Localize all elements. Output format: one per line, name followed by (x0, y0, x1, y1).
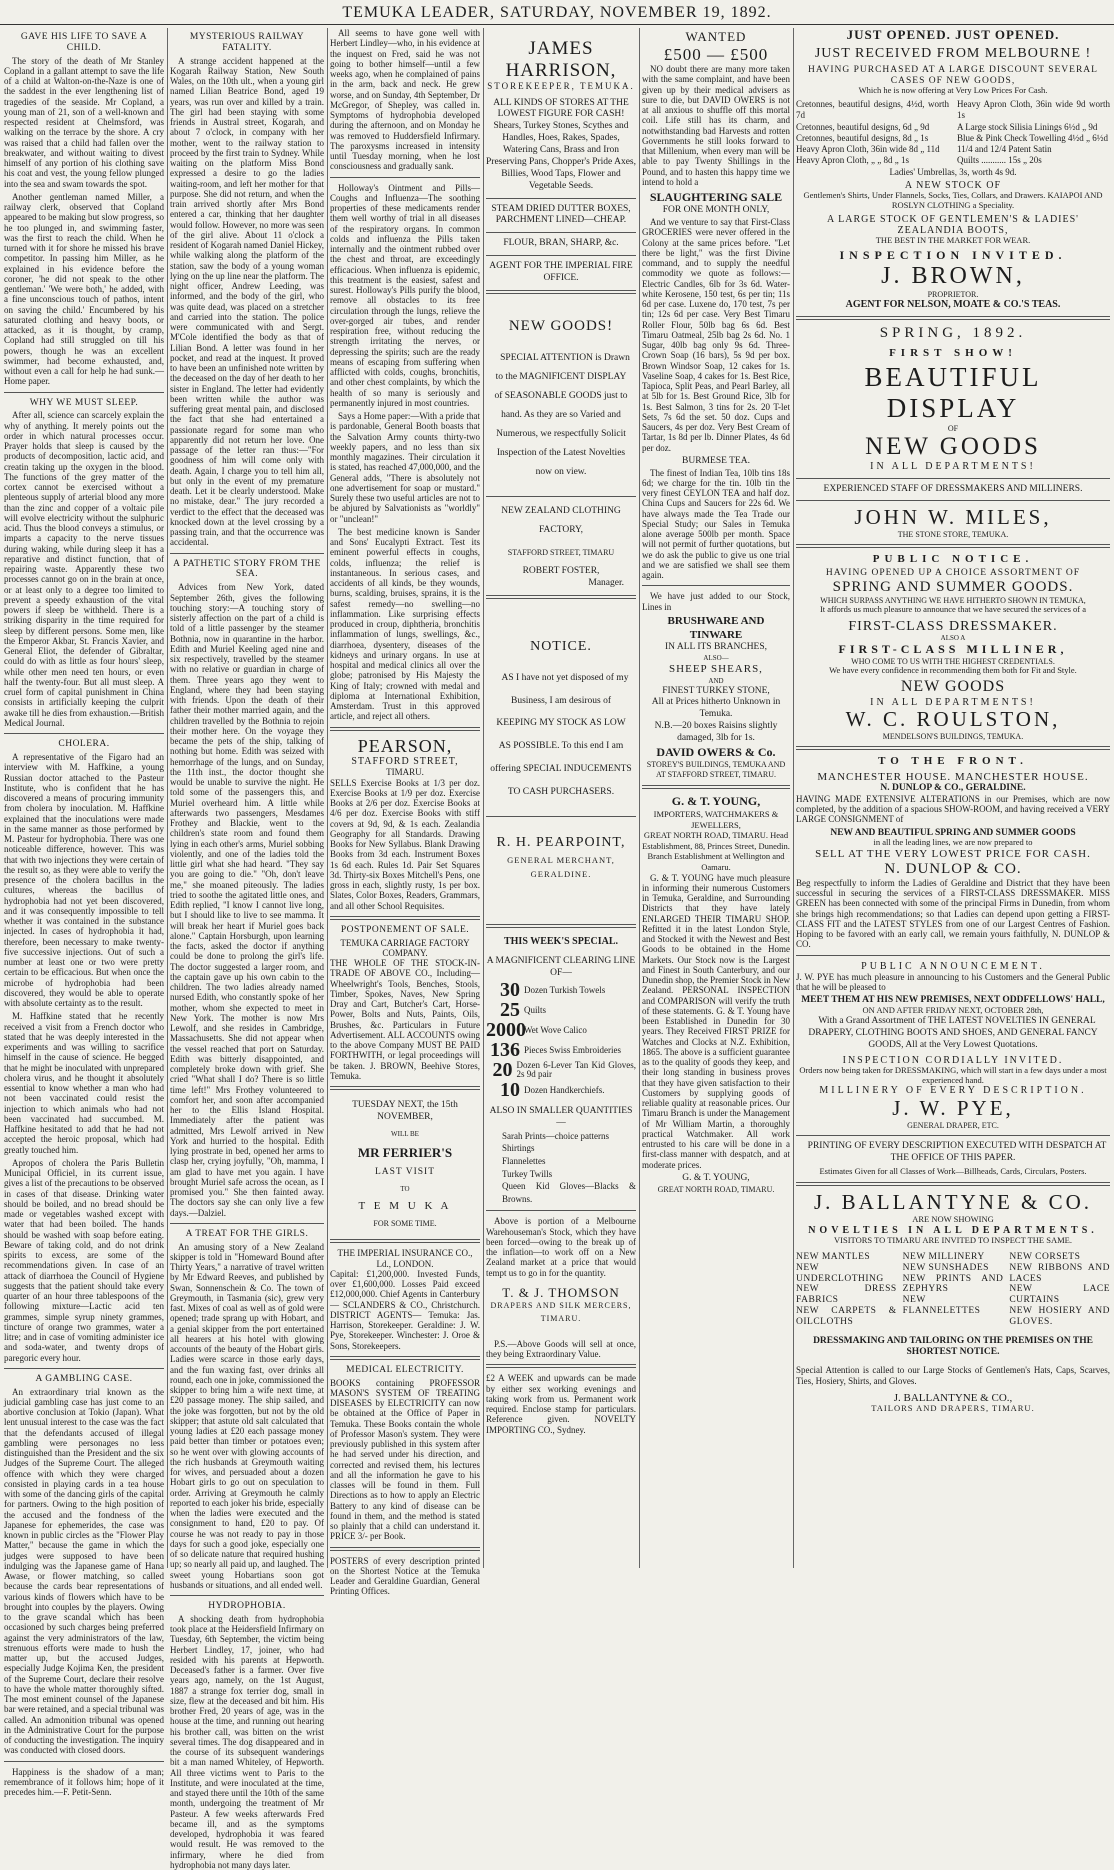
advertiser-title: PROPRIETOR. (927, 290, 979, 300)
advertisement-text: P.S.—Above Goods will sell at once, they being Extraordinary Value. (486, 1338, 636, 1360)
special-quantity: 2000 (486, 1019, 526, 1042)
advertiser-title: GENERAL DRAPER, ETC. (907, 1120, 999, 1130)
advertisement-text: PRINTING OF EVERY DESCRIPTION EXECUTED WITH DESPATCH AT THE OFFICE OF THIS PAPER. (807, 1140, 1107, 1163)
ad-line: EXPERIENCED STAFF OF DRESSMAKERS AND MILLINERS. (823, 483, 1083, 494)
list-item: NEW DRESS FABRICS (796, 1284, 897, 1306)
advertiser-subtitle: STOREKEEPER, TEMUKA. (487, 81, 635, 92)
divider (486, 290, 636, 294)
advertisement-text: Above is portion of a Melbourne Warehouseman's Stock, which they have been forced—owing to the break up of the inflation—to work off on a New Zealand market at a price that would tempt us to go in for the quantity. (486, 1216, 636, 1278)
column-1 (4, 28, 164, 1798)
advertiser-name: PEARSON, (357, 735, 453, 756)
ad-line: in all the leading lines, we are now prepared to (873, 837, 1033, 848)
divider (642, 585, 790, 586)
ballantyne-column (796, 1252, 897, 1328)
ad-heading: JUST RECEIVED FROM MELBOURNE ! (814, 45, 1092, 61)
divider (330, 1239, 480, 1243)
advertiser-name: J. W. PYE, (892, 1095, 1014, 1120)
ad-heading: A NEW STOCK OF (904, 179, 1002, 191)
article-paragraph: An extraordinary trial known as the judicial gambling case has just come to an abortive conclusion at Tokio (Japan). What lent unusual interest to the case was the fact that the defendants accused of illegal gambling were personages no less distinguished than the President and the six Judges of the Supreme Court. The alleged offence with which they were charged consisted in playing cards in a tea house with some of the dancing girls of the capital for partners. Owing to the high position of the accused and the fondness of the Japanese for ephemerides, the case was known in public circles as the "Flower Play Matter," because the game in which the judges were supposed to have been indulging was the Japanese game of Hana Awase, or flower matching, so called because the cards bear representations of various kinds of flowers which have to be brought into couples by the players. Owing to the grave scandal which has been occasioned by such charges being preferred against the very administrators of the law, strenuous efforts were made to hush the matter up, but the accused Judges, especially Judge Kojima Ken, the president of the Supreme Court, declare their resolve to have the whole matter thoroughly sifted. The most eminent counsel of the Japanese bar were retained, and a special tribunal was called. An admonition tribunal was opened in the Administrative Court for the purpose of conducting the investigation. The inquiry was conducted with closed doors. (4, 1386, 164, 1756)
list-item: NEW MANTLES (796, 1251, 871, 1262)
ad-heading: FIRST-CLASS MILLINER, (838, 641, 1068, 656)
ad-heading: INSPECTION INVITED. (839, 248, 1067, 263)
article-paragraph: Apropos of cholera the Paris Bulletin Municipal Officiel, in its current issue, gives a list of the precautions to be observed in cases of that disease. Drinking water should be boiled, and no bread should be made or vegetables washed except with water that had been boiled. The hands should be washed with soap before eating. Beware of taking cold, and do not drink spirits to excess, are some of the recommendations given. In case of an attack of diarrhoea the Council of Hygiene suggests that the patient should take every quarter of an hour three tablespoons of the following mixture—Lactic acid ten grammes, simple syrup ninety grammes, tincture of orange two grammes, water a litre; and in case of vomiting administer ice and soda-water, and twenty drops of paregoric every hour. (4, 1157, 164, 1363)
advertiser-address: STOREY'S BUILDINGS, TEMUKA AND AT STAFFORD STREET, TIMARU. (646, 759, 786, 779)
ballantyne-column (903, 1252, 1004, 1328)
advertiser-address: THE STONE STORE, TEMUKA. (897, 529, 1009, 539)
divider (796, 1135, 1110, 1136)
advertiser-address: GREAT NORTH ROAD, TIMARU. (657, 1184, 775, 1194)
advertisement-text: The finest of Indian Tea, 10lb tins 18s 6d; we charge for the tin. 10lb tin the very finest CEYLON TEA and half doz. China Cups and Saucers for 22s 6d. We have always made the Tea Trade our Special Study; our Sales in Temuka alone average 500lb per month. Space will not permit of further quotations, but we do ask the public to give us one trial and we are satisfied we shall see them again. (642, 467, 790, 581)
company-name: TEMUKA CARRIAGE FACTORY COMPANY. (340, 937, 470, 958)
article-heading: A TREAT FOR THE GIRLS. (185, 1228, 309, 1239)
advertiser-name: R. H. PEARPOINT, (496, 834, 626, 850)
ad-heading: NEW GOODS! (508, 317, 614, 334)
special-quantity: 10 (500, 1079, 520, 1102)
divider (796, 478, 1110, 479)
ad-heading: NEW GOODS (900, 678, 1006, 696)
list-item: NEW UNDERCLOTHING (796, 1262, 884, 1284)
notice-heading: POSTPONEMENT OF SALE. (340, 924, 470, 935)
column-divider (639, 28, 640, 1568)
divider (796, 1182, 1110, 1186)
ferrier-line: FOR SOME TIME. (373, 1219, 437, 1229)
divider (170, 1595, 324, 1596)
special-description: Dozen Turkish Towels (524, 984, 606, 995)
divider (170, 553, 324, 554)
advertiser-address: GREAT NORTH ROAD, TIMARU. Head Establishment, 88, Princes Street, Dunedin. Branch Establishment at Wellington and Oamaru. (642, 830, 790, 873)
ad-subheading: FOR ONE MONTH ONLY, (662, 205, 770, 216)
special-item (486, 1060, 636, 1080)
ad-line: ALSO A (940, 633, 966, 642)
advertiser-name: N. DUNLOP & CO., GERALDINE. (880, 783, 1026, 794)
ballantyne-column (1009, 1252, 1110, 1328)
column-divider (793, 28, 794, 1568)
divider (330, 1547, 480, 1551)
list-item: Flannelettes (502, 1156, 546, 1167)
price-item: 11/4 and 12/4 Patent Satin (957, 144, 1052, 155)
advertiser-subtitle: TAILORS AND DRAPERS, TIMARU. (871, 1403, 1035, 1414)
advertisement-text: Special Attention is called to our Large Stocks of Gentlemen's Hats, Caps, Scarves, Ties, Hosiery, Shirts, and Gloves. (796, 1365, 1110, 1386)
special-description: Pieces Swiss Embroideries (524, 1044, 621, 1055)
article-paragraph: Says a Home paper:—With a pride that is pardonable, General Booth boasts that the Salvation Army counts thirty-two weekly papers, and no less than six monthly magazines. Their circulation it is stated, has reached 47,000,000, and the General adds, "There is absolutely not one advertisement for soap or mustard." Surely these two useful articles are not to be abjured by Salvationists as "worldly" or "unclean!" (330, 411, 480, 524)
ad-heading: MILLINERY OF EVERY DESCRIPTION. (819, 1085, 1087, 1097)
ad-line: IN ALL ITS BRANCHES, (664, 642, 768, 653)
ferrier-name: MR FERRIER'S (357, 1144, 453, 1160)
divider (330, 916, 480, 920)
advertisement-text: FLOUR, BRAN, SHARP, &c. (503, 238, 619, 249)
list-item: NEW CARPETS & OILCLOTHS (796, 1306, 897, 1327)
divider (486, 232, 636, 233)
advertiser-name: J. BROWN, (881, 262, 1025, 289)
article-paragraph: A representative of the Figaro had an interview with M. Haffkine, a young Russian doctor attached to the Pasteur Institute, who is confident that he has discovered a means of procuring immunity from cholera by inoculation. M. Haffkine explained that the inoculations were made in the same manner as those performed by M. Pasteur for hydrophobia. There was one noticeable difference, however. This was that with two injections they were certain of the result so, as they were able to verify the presence of the cholera bacillus in the cultures, whereas the bacillus of hydrophobia had not yet been discovered, and it was consequently impossible to tell whether it was contained in the substance injected. In cases of hydrophobia it had, therefore, been necessary to make twenty-five successive injections. Out of such a number at least one or two were pretty certain to be efficacious. But when once the microbe of hydrophobia had been discovered, they would be able to operate with absolute certainty as to the result. (4, 752, 164, 1009)
divider (170, 1223, 324, 1224)
ad-line: AGENT FOR NELSON, MOATE & CO.'S TEAS. (845, 299, 1061, 311)
ad-heading: BRUSHWARE AND TINWARE (667, 614, 765, 641)
article-paragraph: Another gentleman named Miller, a railway clerk, observed that Copland appeared to be making but slow progress, so he too plunged in, and swimming faster, was the first to reach the child. When he turned with it for shore he missed his brave competitor. In passing him Miller, as he explained in his evidence before the coroner, 'he did not speak to the other gentleman.' 'We were both,' he added, with a fine unconscious touch of pathos, intent on saving the child.' Encumbered by his saturated clothing and heavy boots, or attacked, as it is thought, by cramp, Copland had still struggled on till his powers, though he was an excellent swimmer, had become exhausted, and, without even a call for help he had sunk.—Home paper. (4, 191, 164, 387)
advertisement-text: Beg respectfully to inform the Ladies of Geraldine and District that they have been successful in securing the services of a FIRST-CLASS DRESSMAKER. MISS GREEN has been connected with some of the principal Firms in Dunedin, from whom she brings high recommendations; so that Ladies can depend upon getting a FIRST-CLASS FIT and the LATEST STYLES from one of our Largest Centres of Fashion. Hoping to be favored with an early call, we remain yours faithfully, N. DUNLOP & CO. (796, 877, 1110, 950)
special-item (486, 980, 636, 1000)
ad-line: AND (708, 676, 724, 685)
ad-line: IN ALL DEPARTMENTS! (870, 461, 1036, 473)
price-item: Blue & Pink Check Towelling 4½d „ 6½d (957, 132, 1108, 143)
column-divider (167, 28, 168, 1568)
ad-line: It affords us much pleasure to announce that we have secured the services of a (819, 604, 1087, 615)
ad-line: Gentlemen's Shirts, Under Flannels, Socks, Ties, Collars, and Drawers. KAIAPOI AND ROSLYN CLOTHING a Speciality. (803, 190, 1103, 210)
ad-line: ARE NOW SHOWING (912, 1214, 994, 1225)
divider (486, 595, 636, 599)
advertiser-town: TIMARU. (540, 1313, 582, 1323)
advertiser-address: STAFFORD STREET, (351, 756, 459, 768)
divider (796, 746, 1110, 750)
masthead: TEMUKA LEADER, SATURDAY, NOVEMBER 19, 1892. (0, 0, 1114, 25)
advertiser-town: TIMARU. (386, 767, 424, 778)
advertisement-text: G. & T. YOUNG have much pleasure in informing their numerous Customers in Temuka, Geraldine, and Surrounding Districts that they have lately ENLARGED THEIR TIMARU SHOP. Refitted it in the latest London Style, and Stocked it with the Newest and Best Goods to be obtained in the Home Markets. Our Stock now is the Largest and Finest in South Canterbury, and our Dunedin shop, the Premier Stock in New Zealand. PERSONAL INSPECTION and COMPARISON will verify the truth of these statements. G. & T. Young have been Established in Dunedin for 30 years. They Received FIRST PRIZE for Watches and Clocks at N.Z. Exhibition, 1865. The above is a sufficient guarantee as to the quality of goods they keep, and their long standing in business proves that they have given satisfaction to their Customers by supplying goods of reliable quality at reasonable prices. Our Timaru Branch is under the Management of Mr William Martin, a thoroughly practical Watchmaker. All work entrusted to his care will be done in a first-class manner with despatch, and at moderate prices. (642, 872, 790, 1170)
divider (330, 727, 480, 731)
advertiser-name: T. & J. THOMSON (502, 1284, 620, 1300)
divider (486, 1210, 636, 1211)
divider (4, 733, 164, 734)
ad-line: HAVING OPENED UP A CHOICE ASSORTMENT OF (825, 568, 1081, 579)
notice-body: THE WHOLE OF THE STOCK-IN-TRADE OF ABOVE CO., Including— Wheelwright's Tools, Benches, Stools, Timber, Spokes, Naves, New Spring Dray and Cart, Butcher's Cart, Horse-Power, Bolts and Nuts, Paints, Oils, Brushes, &c. Particulars in Future Advertisement. ALL ACCOUNTS owing to the above Company MUST BE PAID FORTHWITH, or legal proceedings will be taken. J. BROWN, Beehive Stores, Temuka. (330, 958, 480, 1081)
ad-line: WHICH SURPASS ANYTHING WE HAVE HITHERTO SHOWN IN TEMUKA, (820, 596, 1086, 606)
list-item: NEW PRINTS AND ZEPHYRS (902, 1273, 1004, 1295)
advertiser-address: MENDELSON'S BUILDINGS, TEMUKA. (882, 731, 1024, 741)
special-description: Wet Wove Calico (524, 1024, 587, 1035)
ad-line: ALSO— (703, 654, 729, 663)
list-item: NEW CORSETS (1009, 1251, 1081, 1262)
ad-heading: NEW AND BEAUTIFUL SPRING AND SUMMER GOODS (830, 827, 1076, 838)
ad-heading: ALSO IN SMALLER QUANTITIES— (489, 1106, 633, 1128)
ferrier-line: TO (400, 1184, 410, 1193)
advertiser-name: JAMES HARRISON, (505, 38, 617, 81)
special-description: Dozen 6-Lever Tan Kid Gloves, 2s 9d pair (516, 1060, 636, 1080)
ad-line: VISITORS TO TIMARU ARE INVITED TO INSPECT THE SAME. (834, 1235, 1072, 1246)
price-item: A Large stock Silisia Linings 6½d „ 9d (957, 121, 1098, 132)
specials-list (486, 980, 636, 1100)
ad-line: THE BEST IN THE MARKET FOR WEAR. (875, 235, 1031, 246)
advertiser-name: G. & T. YOUNG, (671, 793, 761, 808)
divider (486, 496, 636, 497)
column-5 (642, 28, 790, 1568)
article-paragraph: After all, science can scarcely explain the why of anything. It merely points out the order in which natural processes occur. Prayer holds that sleep is caused by the products of decomposition, lactic acid, and creatin taking up the oxygen in the blood. The functions of the grey matter of the cortex cannot be exercised without a plenteous supply of arterial blood any more than the zinc and copper of a voltaic pile will evolve electricity without the sulphuric acid. Thus the blood conveys a stimulus, or imparts a capacity to the nerve tissues during waking, while during sleep it has a reparative and distinct function, that of repairing waste. Apparently these two processes cannot go on in the brain at once, or at least only to a degree too limited to prevent a speedy exhaustion of the vital powers if sleep be withheld. There is a striking disparity in the time required for sleep by different persons. Some men, like the Emperor Akbar, St. Francis Xavier, and General Eliot, the defender of Gibraltar, could do with as little as four hours' sleep, while other men need ten hours, or even half the twenty-four. But all must sleep. A cruel form of capital punishment in China consists in artificially keeping the culprit awake till he dies from exhaustion.—British Medical Journal. (4, 410, 164, 728)
column-4 (486, 28, 636, 1568)
special-description: Quilts (524, 1004, 547, 1015)
ad-line: WHO COME TO US WITH THE HIGHEST CREDENTIALS. (851, 656, 1055, 666)
advertisement-text: SPECIAL ATTENTION is Drawn to the MAGNIFICENT DISPLAY of SEASONABLE GOODS just to hand. As they are so Varied and Numerous, we respectfully Solicit Inspection of the Latest Novelties now on view. (494, 353, 630, 478)
ad-line: All at Prices hitherto Unknown in Temuka. (651, 697, 781, 720)
advertiser-subtitle: GENERAL MERCHANT, (507, 855, 615, 866)
ferrier-line: WILL BE (391, 1129, 419, 1138)
list-item: NEW HOSIERY AND GLOVES. (1009, 1306, 1111, 1327)
ad-line: ON AND AFTER FRIDAY NEXT, OCTOBER 28th, (862, 1005, 1044, 1016)
column-divider (483, 28, 484, 1568)
divider (486, 816, 636, 817)
price-item: Cretonnes, beautiful designs, 6d „ 9d (796, 121, 930, 132)
advertisement-text: £2 A WEEK and upwards can be made by either sex working evenings and taking work from us. Permanent work required. Enclose stamp for particulars. Reference given. NOVELTY IMPORTING CO., Sydney. (486, 1373, 636, 1435)
price-item: Quilts ........... 15s „ 20s (957, 155, 1042, 166)
advertisement-text: HAVING MADE EXTENSIVE ALTERATIONS in our Premises, which are now completed, by the addition of a spacious SHOW-ROOM, and having received a VERY LARGE CONSIGNMENT of (796, 793, 1110, 825)
ad-heading: THIS WEEK'S SPECIAL. (503, 935, 619, 947)
advertiser-name: ROBERT FOSTER, (522, 566, 600, 577)
insurance-body: Capital: £1,200,000. Invested Funds, over £1,600,000. Losses Paid exceed £12,000,000. Chief Agents in Canterbury— SCLANDERS & CO., Christchurch. DISTRICT AGENTS— Temuka: Jas. Harrison, Storekeeper. Geraldine: J. W. Pye, Storekeeper. Winchester: J. Oroe & Sons, Storekeepers. (330, 1268, 480, 1351)
ad-line: HAVING PURCHASED AT A LARGE DISCOUNT SEVERAL CASES OF NEW GOODS, (808, 64, 1098, 86)
ferrier-line: TUESDAY NEXT, the 15th NOVEMBER, (352, 1100, 458, 1123)
divider (4, 1368, 164, 1369)
article-heading: A PATHETIC STORY FROM THE SEA. (173, 558, 321, 580)
notice-body: POSTERS of every description printed on the Shortest Notice at the Temuka Leader and Geraldine Guardian, General Printing Offices. (330, 1555, 480, 1597)
advertiser-name: DAVID OWERS & Co. (656, 744, 776, 759)
divider (4, 1761, 164, 1762)
article-paragraph: Happiness is the shadow of a man; remembrance of it follows him; hope of it precedes him.—F. Petit-Senn. (4, 1766, 164, 1798)
special-item (486, 1080, 636, 1100)
ad-heading: WANTED (685, 29, 747, 44)
article-paragraph: The story of the death of Mr Stanley Copland in a gallant attempt to save the life of a child at Walton-on-the-Naze is one of the saddest in the ever lengthening list of tragedies of the seaside. Mr Copland, a young man of 21, son of a well-known and respected resident at Chelmsford, was walking on the terrace by the shore. A cry was raised that a child had fallen over the breakwater, and without waiting to divest himself of any portion of his clothing save his coat and vest, the young fellow plunged into the sea and swam towards the spot. (4, 55, 164, 189)
divider (486, 1364, 636, 1368)
advertiser-name: J. BALLANTYNE & CO. (813, 1190, 1093, 1215)
price-item: Heavy Apron Cloth, „ „ 8d „ 1s (796, 155, 909, 166)
list-item: NEW MILLINERY (902, 1251, 985, 1262)
ad-heading: PUBLIC ANNOUNCEMENT. (861, 960, 1045, 972)
notice-heading: MEDICAL ELECTRICITY. (346, 1364, 464, 1375)
article-paragraph: A shocking death from hydrophobia took place at the Heidersfield Infirmary on Tuesday, 6th September, the victim being Herbert Lindley, 17, joiner, who had resided with his parents at Hepworth. Deceased's father is a farmer. Over five years ago, namely, on the 1st August, 1887 a strange fox terrier dog, small in size, flew at the deceased and bit him. His brother Fred, 20 years of age, was in the house at the time, and running out hearing his brother call, was bitten on the wrist several times. The dog disappeared and in the course of its subsequent wanderings bit a man named Whiteley, of Hepworth. All three victims went to Paris to the Institute, and were inoculated at the time, and stayed there until the 10th of the same month, undergoing the treatment of Mr Pasteur. A few weeks afterwards Fred became ill, and as the symptoms developed, hydrophobia it was feared would result. He was removed to the infirmary, where he died from hydrophobia not many days later. (170, 1613, 324, 1870)
ad-heading: TO THE FRONT. (878, 754, 1028, 767)
column-6 (796, 28, 1110, 1568)
ad-heading: A LARGE STOCK OF GENTLEMEN'S & LADIES' ZEALANDIA BOOTS, (827, 213, 1079, 237)
ad-line: IN ALL DEPARTMENTS! (870, 696, 1036, 708)
article-paragraph: An amusing story of a New Zealand skipper is told in "Homeward Bound after Thirty Years," a narrative of travel written by Mr Edward Reeves, and published by Swan, Sonnenschein & Co. The town of Greymouth, in Tasmania (sic), grew very fast. Mixes of coal as well as of gold were opened; trade sprang up with Hobart, and a genial skipper from the port entertained all hearers at his hotel with glowing accounts of the beauty of the Hobart girls. Ladies were scarce in those early days, and the fun waxing fast, over drinks all round, each one in joke, commissioned the skipper to bring him a wife next time, at £20 passage money. The ship sailed, and the joke was forgotten, but not by the old skipper; that astute old salt calculated that young ladies at £20 each passage money paid better than timber or potatoes even; so he went over with glowing accounts of the rich husbands at Greymouth waiting for wives, and persuaded about a dozen Hobart girls to go out on speculation to order. Arriving at Greymouth he calmly reported to each joker his bride, especially when the ladies were executed and the consignment to hand, £20 to pay. Of course he was not ready to pay in those days for such a good joke, especially one of so delicate nature that required hushing up; so nearly all paid up, and laughed. The sweet young Hobartians soon got husbands or situations, and all ended well. (170, 1241, 324, 1590)
ad-heading: DRESSMAKING AND TAILORING ON THE PREMISES ON THE SHORTEST NOTICE. (813, 1335, 1093, 1357)
list-item: Sarah Prints—choice patterns (502, 1130, 609, 1141)
insurance-heading: THE IMPERIAL INSURANCE CO., Ld., LONDON. (337, 1248, 473, 1269)
special-item (486, 1000, 636, 1020)
ad-line: SHEEP SHEARS, (669, 663, 763, 676)
advertiser-name: G. & T. YOUNG, (682, 1172, 750, 1183)
divider (796, 544, 1110, 548)
list-item: Shirtings (502, 1143, 535, 1154)
price-list: And we venture to say that First-Class GROCERIES were never offered in the Colony at the same prices before. "Let there be light," was the first Divine command, and to supply the needful commodity we quote as follows:— Electric Candles, 6lb for 3s 6d. Water-white Kerosene, 150 test, 6s per tin; 11s 6d per case. Luxene do, 170 test, 7s per tin; 12s 6d per case. Very Best Timaru Roller Flour, 50lb bag 6s 6d. Best Timaru Oatmeal, 25lb bag 2s 6d. No. 1 Sugar, 40lb bag only 9s 6d. Three-Crown Soap (16 bars), 5s 9d per box. Brown Windsor Soap, 12 cakes for 1s. Vaseline Soap, 4 cakes for 1s. Best Rice, Tapioca, Split Peas, and Pearl Barley, all at 5lb for 1s. Best Ground Rice, 3lb for 1s. Best Salmon, 3 tins for 2s. 20 T-let Sets, 7s 6d the set. 50 doz. Cups and Saucers, 4s per doz. Very Best Cream of Tartar, 1s 8d per lb. Dinner Plates, 4s 6d per doz. (642, 217, 790, 453)
ad-heading: NEW GOODS (865, 432, 1041, 460)
ad-heading: SLAUGHTERING SALE (649, 190, 783, 205)
ad-heading: NEW ZEALAND CLOTHING FACTORY, (501, 506, 621, 536)
list-item: NEW FLANNELETTES (902, 1295, 981, 1317)
ad-heading: JUST OPENED. JUST OPENED. (846, 27, 1060, 42)
article-heading: A GAMBLING CASE. (35, 1373, 133, 1384)
ad-heading: FIRST-CLASS DRESSMAKER. (848, 618, 1058, 634)
list-item: NEW SUNSHADES (902, 1262, 989, 1273)
divider (486, 198, 636, 199)
ad-line: Ladies' Umbrellas, 3s, worth 4s 9d. (889, 166, 1017, 177)
divider (486, 924, 636, 928)
divider (642, 785, 790, 789)
ad-heading: SELL AT THE VERY LOWEST PRICE FOR CASH. (815, 848, 1091, 861)
list-item: NEW RIBBONS AND LACES (1009, 1262, 1111, 1284)
special-quantity: 20 (492, 1059, 513, 1082)
list-item: Turkey Twills (502, 1168, 553, 1179)
ferrier-line: LAST VISIT (374, 1166, 436, 1177)
article-heading: CHOLERA. (58, 739, 110, 750)
price-item: Heavy Apron Cloth, 36in wide 8d „ 11d (796, 144, 940, 155)
ad-line: Estimates Given for all Classes of Work—Billheads, Cards, Circulars, Posters. (819, 1166, 1087, 1177)
advertisement-text: AS I have not yet disposed of my Business, I am desirous of KEEPING MY STOCK AS LOW AS POSSIBLE. To this end I am offering SPECIAL INDUCEMENTS TO CASH PURCHASERS. (490, 672, 632, 797)
article-paragraph: A strange accident happened at the Kogarah Railway Station, New South Wales, on the 10th ult., when a young girl named Lilian Beatrice Bond, aged 19 years, was run over and killed by a train. The girl had been staying with some friends in Austral street, Kogarah, and about 7 o'clock, in company with her mother, went to the railway station to proceed by the first train to Sydney. While waiting on the platform Miss Bond expressed a desire to go the ladies waiting-room, and left her mother for that purpose. She did not return, and when the train arrived shortly after Mrs Bond entered a car, thinking that her daughter would follow. However, no more was seen of the girl alive. About 11 o'clock a resident of Kogarah named Daniel Hickey, while walking along the platform of the station, saw the body of a young woman lying on the up line near the platform. The night officer, Andrew Leeding, was informed, and the body of the girl, who was quite dead, was placed on a stretcher and carried into the station. The police were communicated with and Sergt. M'Cole identified the body as that of Lilian Bond. A letter was found in her pocket, and read at the inquest. It proved to have been an unfinished note written by the deceased on the day of her death to her sister in England. The letter had evidently been written while the author was suffering great mental pain, and disclosed the fact that she had entertained a passionate regard for some man who apparently did not return her love. One passage of the letter ran thus:—"For goodness of him will come only with death. Again, I charge you to tell him all, but only in the event of my premature death. Let it be clearly understood. Make no mistake, dear." The jury recorded a verdict to the effect that the deceased was knocked down at the level crossing by a passing train, and that the occurrence was accidental. (170, 55, 324, 548)
divider (796, 955, 1110, 956)
special-quantity: 25 (500, 999, 520, 1022)
ad-heading: FIRST SHOW! (889, 346, 1017, 359)
ad-line: Orders now being taken for DRESSMAKING, which will start in a few days under a most experienced hand. (799, 1064, 1107, 1085)
price-list: SELLS Exercise Books at 1/3 per doz. Exercise Books at 1/9 per doz. Exercise Books at 2/6 per doz. Exercise Books at 4/6 per doz. Exercise Books with stiff covers at 9d, 9d, & 1s each. Zealandia Geography for all Standards. Drawing Books for New Syllabus. Blank Drawing Books from 3d each. Instrument Boxes 1s 6d each. Rules 1d. Pair Set Squares 3d. Thirty-six Boxes Mitchell's Pens, one gross in each, slightly rusty, 1s per box. Slates, Color Boxes, Readers, Grammars, and all other School Requisites. (330, 777, 480, 911)
price-item: Cretonnes, beautiful designs, 4½d, worth 7d (796, 99, 949, 121)
divider (796, 500, 1110, 501)
advertiser-town: GERALDINE. (530, 869, 592, 880)
ad-heading: SPRING, 1892. (879, 324, 1027, 341)
advertiser-subtitle: DRAPERS AND SILK MERCERS, (490, 1300, 632, 1310)
ad-line: We have every confidence in recommending them both for Fit and Style. (829, 664, 1077, 675)
advertiser-title: Manager. (588, 577, 624, 588)
column-divider (327, 28, 328, 1568)
ad-heading: MEET THEM AT HIS NEW PREMISES, NEXT ODDFELLOWS' HALL, (801, 995, 1105, 1006)
advertisement-text: NO doubt there are many more taken with the same complaint, and have been given up by their medical advisers as sure to die, but DAVID OWERS is not at all anxious to shuffle off this mortal coil. Life still has its charm, and notwithstanding bad Harvests and rotten Governments he still looks forward to that Millenium, when every man will be able to pay Twenty Shillings in the Pound, and to hasten this happy time we intend to hold a (642, 64, 790, 187)
advertisement-text: A MAGNIFICENT CLEARING LINE OF— (486, 956, 636, 979)
smaller-list (486, 1130, 636, 1206)
price-column (796, 99, 949, 167)
list-item: Queen Kid Gloves—Blacks & Browns. (502, 1181, 636, 1204)
advertisement-text: STEAM DRIED DUTTER BOXES, PARCHMENT LINED—CHEAP. (491, 203, 631, 226)
article-paragraph: Advices from New York, dated September 26th, gives the following touching story:—A touching story of sisterly affection on the part of a child is told of a little passenger by the steamer Bothnia, now in quarantine in the harbor. Edith and Muriel Keeling aged nine and six respectively, travelled by the steamer with no relative or guardian in charge of them. Three years ago they went to England, where they had been staying with friends. Upon the death of their father their mother married again, and the children travelled by the Bothnia to rejoin their mother here. On the voyage they became the pets of the ship, talking of nothing but home. Edith was seized with hemorrhage of the lungs, and on Sunday, the 11th inst., the doctor thought she would be unable to survive the night. He told some of the passengers this, and Muriel overheard him. A little while afterwards two passengers, Mesdames Frothey and Blackie, went to the children's state room and found them lying in each other's arms, Muriel sobbing violently, and one of the ladies told the little girl what she had heard. "They say you are going to die." "Oh, don't leave me," she moaned piteously. The ladies tried to soothe the agitated little ones, and Edith replied, "I know I cannot live long, but I should like to live to see mamma. It will break her heart if Muriel goes back alone." Captain Horsburgh, upon learning the facts, asked the doctor if anything could be done to prolong the girl's life. The doctor suggested a larger room, and the captain gave up his own cabin to the children. The two ladies already named nursed Edith, who constantly spoke of her mother, whom she expected to meet in New York. The mother is now Mrs Lewolf, and she resides in Cambridge, Massachusetts. She did not appear when the vessel reached that port on Saturday. Edith was bitterly disappointed, and completely broke down with grief. She cried "What shall I do? There is so little time left!" Mrs Frothey volunteered to comfort her, and soon after accompanied her to the Ellis Island Hospital. Immediately after the patient was admitted, Mrs Lewolf arrived in New York and hurried to the hospital. Edith lying prostrate in bed, opened her arms to clasp her, crying joyfully, "Oh, mamma, I am glad to have met you again. I have brought Muriel safe across the ocean, as I promised you." She then fainted away. The doctors say she can only live a few days.—Dalziel. (170, 582, 324, 1218)
article-heading: MYSTERIOUS RAILWAY FATALITY. (189, 32, 305, 53)
list-item: NEW LACE CURTAINS (1009, 1284, 1111, 1306)
article-paragraph: M. Haffkine stated that he recently received a visit from a French doctor who stated that he was deeply interested in the experiments and was willing to sacrifice himself in the cause of science. He begged that he might be inoculated with unprepared cholera virus, and he thought it absolutely essential to know whether a man who had not been vaccinated could resist the injection to which animals who had not been vaccinated had succumbed. M. Haffkine hesitated to add that he had not accepted the heroic proposal, which had greatly touched him. (4, 1011, 164, 1155)
advertiser-name: N. DUNLOP & CO. (884, 860, 1022, 877)
advertisement-text: Holloway's Ointment and Pills—Coughs and Influenza—The soothing properties of these medicaments render them well worthy of trial in all diseases of the respiratory organs. In common colds and influenza the Pills taken internally and the ointment rubbed over the chest and throat, are exceedingly efficacious. When influenza is epidemic, this treatment is the easiest, safest and surest. Holloway's Pills purify the blood, remove all obstacles to its free circulation through the lungs, relieve the over-gorged air tubes, and render respiration free, without reducing the strength irritating the nerves, or depressing the spirits; such are the ready means of escaping from suffering when afflicted with colds, coughs, bronchitis, and other chest complaints, by which the health of so many is seriously and permanently injured in most countries. (330, 182, 480, 408)
price-column (957, 99, 1110, 167)
ad-heading: MANCHESTER HOUSE. MANCHESTER HOUSE. (817, 770, 1089, 783)
advertisement-text: J. W. PYE has much pleasure in announcing to his Customers and the General Public that he will be pleased to (796, 971, 1110, 993)
article-paragraph: All seems to have gone well with Herbert Lindley—who, in his evidence at the inquest on Fred, said he was not going to bother himself—until a few weeks ago, when he complained of pains in the arm, back and neck. He grew worse, and on Sunday, 4th September, Dr McGregor, of Shepley, was called in. Symptoms of hydrophobia developed during the afternoon, and on Monday he was removed to Huddersfield Infirmary. The paroxysms increased in intensity until Tuesday morning, when he lost consciousness and gradually sank. (330, 28, 480, 172)
ferrier-town: T E M U K A (358, 1199, 452, 1212)
price-table (796, 99, 1110, 167)
divider (330, 1356, 480, 1360)
ad-heading: NOTICE. (530, 638, 592, 654)
ad-heading: BEAUTIFUL DISPLAY (864, 362, 1042, 424)
notice-body: BOOKS containing PROFESSOR MASON'S SYSTEM OF TREATING DISEASES by ELECTRICITY can now be obtained at the Office of Paper in Temuka. These Books contain the whole of Professor Mason's system. They were previously published in this system after he had served under his direction, and corrected and revised them, his lectures and all the information he gave to his classes will be found in them. Full Directions as to how to apply an Electric Battery to any kind of disease can be found in them, and the method is stated so plainly that a child can understand it. PRICE 3/- per Book. (330, 1377, 480, 1542)
divider (486, 255, 636, 256)
article-heading: GAVE HIS LIFE TO SAVE A CHILD. (20, 32, 148, 53)
ad-amount: £500 — £500 (663, 44, 769, 64)
advertisement-text: ALL KINDS OF STORES AT THE LOWEST FIGURE FOR CASH! Shears, Turkey Stones, Scythes and Handles, Hoes, Rakes, Spades, Watering Cans, Brass and Iron Preserving Pans, Chopper's Pride Axes, Billies, Wood Taps, Flower and Vegetable Seeds. (486, 97, 637, 191)
column-2 (170, 28, 324, 1870)
price-item: Heavy Apron Cloth, 36in wide 9d worth 1s (957, 99, 1110, 121)
advertisement-text: We have just added to our Stock, Lines in (642, 591, 790, 612)
ad-line: OF (947, 423, 959, 433)
ad-heading: NOVELTIES IN ALL DEPARTMENTS. (808, 1224, 1098, 1236)
advertiser-address: STAFFORD STREET, TIMARU (507, 548, 615, 558)
advertiser-name: J. BALLANTYNE & CO., (893, 1391, 1013, 1404)
special-description: Dozen Handkerchiefs. (524, 1084, 605, 1095)
special-quantity: 30 (500, 979, 520, 1002)
ad-line: FINEST TURKEY STONE, (662, 685, 770, 696)
ad-line: N.B.—20 boxes Raisins slightly damaged, 3lb for 1s. (654, 721, 778, 744)
advertiser-name: JOHN W. MILES, (854, 504, 1052, 529)
ad-heading: INSPECTION CORDIALLY INVITED. (842, 1054, 1064, 1066)
article-heading: WHY WE MUST SLEEP. (29, 397, 139, 408)
ad-heading: SPRING AND SUMMER GOODS. (832, 579, 1074, 596)
divider (330, 1086, 480, 1090)
ad-line: Which he is now offering at Very Low Prices For Cash. (858, 85, 1048, 96)
divider (4, 392, 164, 393)
special-item (486, 1020, 636, 1040)
special-quantity: 136 (490, 1039, 520, 1062)
ad-heading: BURMESE TEA. (682, 455, 750, 466)
divider (796, 316, 1110, 320)
special-item (486, 1040, 636, 1060)
advertisement-text: The best medicine known is Sander and Sons' Eucalypti Extract. Test its eminent powerful effects in coughs, colds, influenza; the relief is instantaneous. In serious cases, and accidents of all kinds, be they wounds, burns, scalding, bruises, sprains, it is the safest remedy—no swelling—no inflammation. Like surprising effects produced in croup, diphtheria, bronchitis inflammation of lungs, swellings, &c., diarrhoea, dysentery, diseases of the kidneys and urinary organs. In use at hospital and medical clinics all over the globe; patronised by His Majesty the King of Italy; crowned with medal and diploma at International Exhibition, Amsterdam. Trust in this approved article, and reject all others. (330, 526, 480, 722)
divider (330, 177, 480, 178)
advertisement-text: AGENT FOR THE IMPERIAL FIRE OFFICE. (489, 261, 633, 284)
advertiser-subtitle: IMPORTERS, WATCHMAKERS & JEWELLERS, (653, 808, 779, 830)
article-heading: HYDROPHOBIA. (208, 1601, 286, 1612)
column-3 (330, 28, 480, 1597)
ad-heading: PUBLIC NOTICE. (872, 552, 1034, 565)
advertisement-text: With a Grand Assortment of THE LATEST NOVELTIES IN GENERAL DRAPERY, CLOTHING BOOTS AND SHOES, AND GENERAL FANCY GOODS, All at the Very Lowest Quotations. (808, 1015, 1098, 1050)
advertiser-name: W. C. ROULSTON, (845, 706, 1061, 731)
ballantyne-lines (796, 1252, 1110, 1328)
price-item: Cretonnes, beautiful designs, 8d „ 1s (796, 132, 929, 143)
